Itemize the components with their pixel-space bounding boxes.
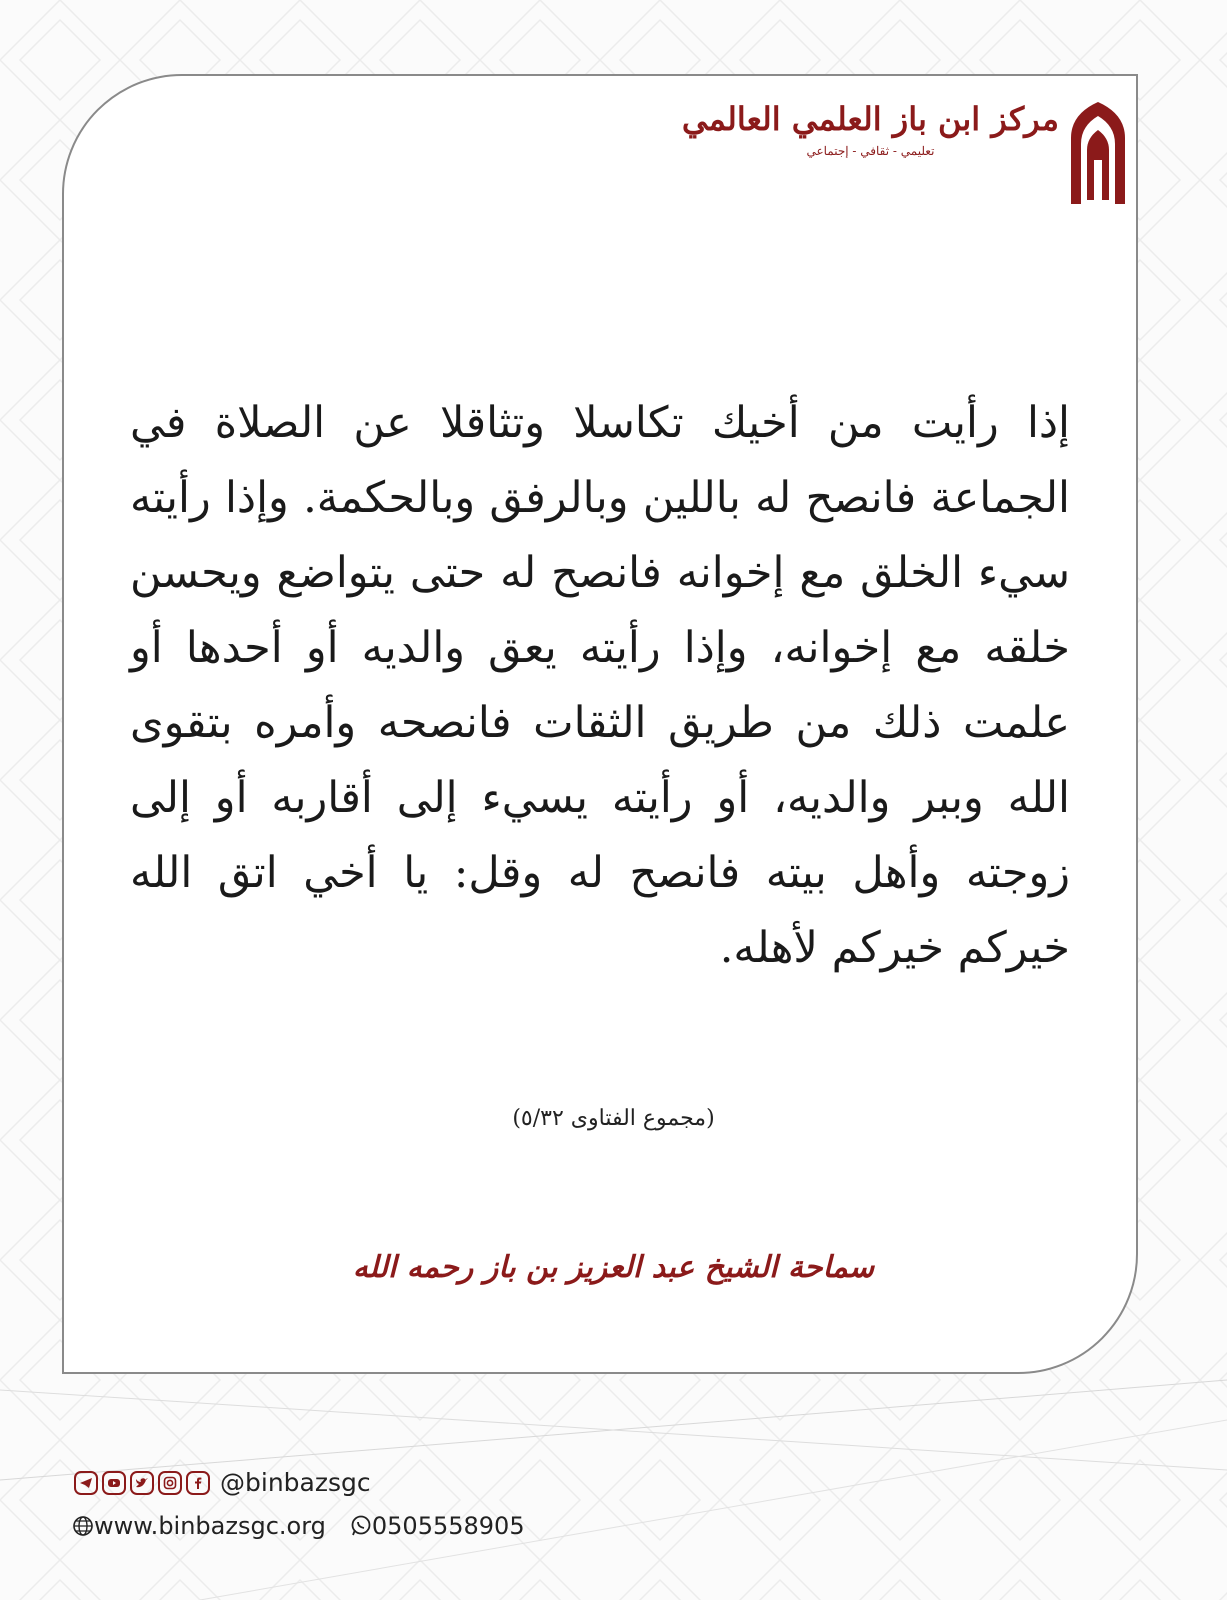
logo-title: مركز ابن باز العلمي العالمي — [681, 100, 1059, 138]
citation: (مجموع الفتاوى ٥/٣٢) — [512, 1106, 715, 1131]
phone-number[interactable]: 0505558905 — [371, 1512, 525, 1540]
whatsapp-icon — [350, 1515, 372, 1537]
instagram-icon[interactable] — [158, 1471, 182, 1495]
body-text: إذا رأيت من أخيك تكاسلا وتثاقلا عن الصلاة في الجماعة فانصح له باللين وبالرفق وبالحكمة. وإذا رأيته سيء الخلق مع إخوانه فانصح له حتى يتواضع ويحسن خلقه مع إخوانه، وإذا رأيته يعق والديه أو أحدها أو علمت ذلك من طريق الثقات فانصحه وأمره بتقوى الله وببر والديه، أو رأيته يسيء إلى أقاربه أو إلى زوجته وأهل بيته فانصح له وقل: يا أخي اتق الله خيركم خيركم لأهله. — [130, 398, 1070, 973]
contact-row — [72, 1512, 525, 1540]
website-link[interactable]: www.binbazsgc.org — [94, 1512, 326, 1540]
telegram-icon[interactable] — [74, 1471, 98, 1495]
youtube-icon[interactable] — [102, 1471, 126, 1495]
logo-text — [682, 100, 1059, 158]
social-handle[interactable]: @binbazsgc — [220, 1468, 371, 1497]
logo — [682, 100, 1129, 204]
mosque-arch-icon — [1067, 100, 1129, 204]
globe-icon — [72, 1515, 94, 1537]
signature: سماحة الشيخ عبد العزيز بن باز رحمه الله — [352, 1250, 875, 1285]
twitter-icon[interactable] — [130, 1471, 154, 1495]
facebook-icon[interactable] — [186, 1471, 210, 1495]
logo-subtitle: تعليمي - ثقافي - إجتماعي — [806, 144, 935, 159]
social-row — [74, 1468, 371, 1497]
